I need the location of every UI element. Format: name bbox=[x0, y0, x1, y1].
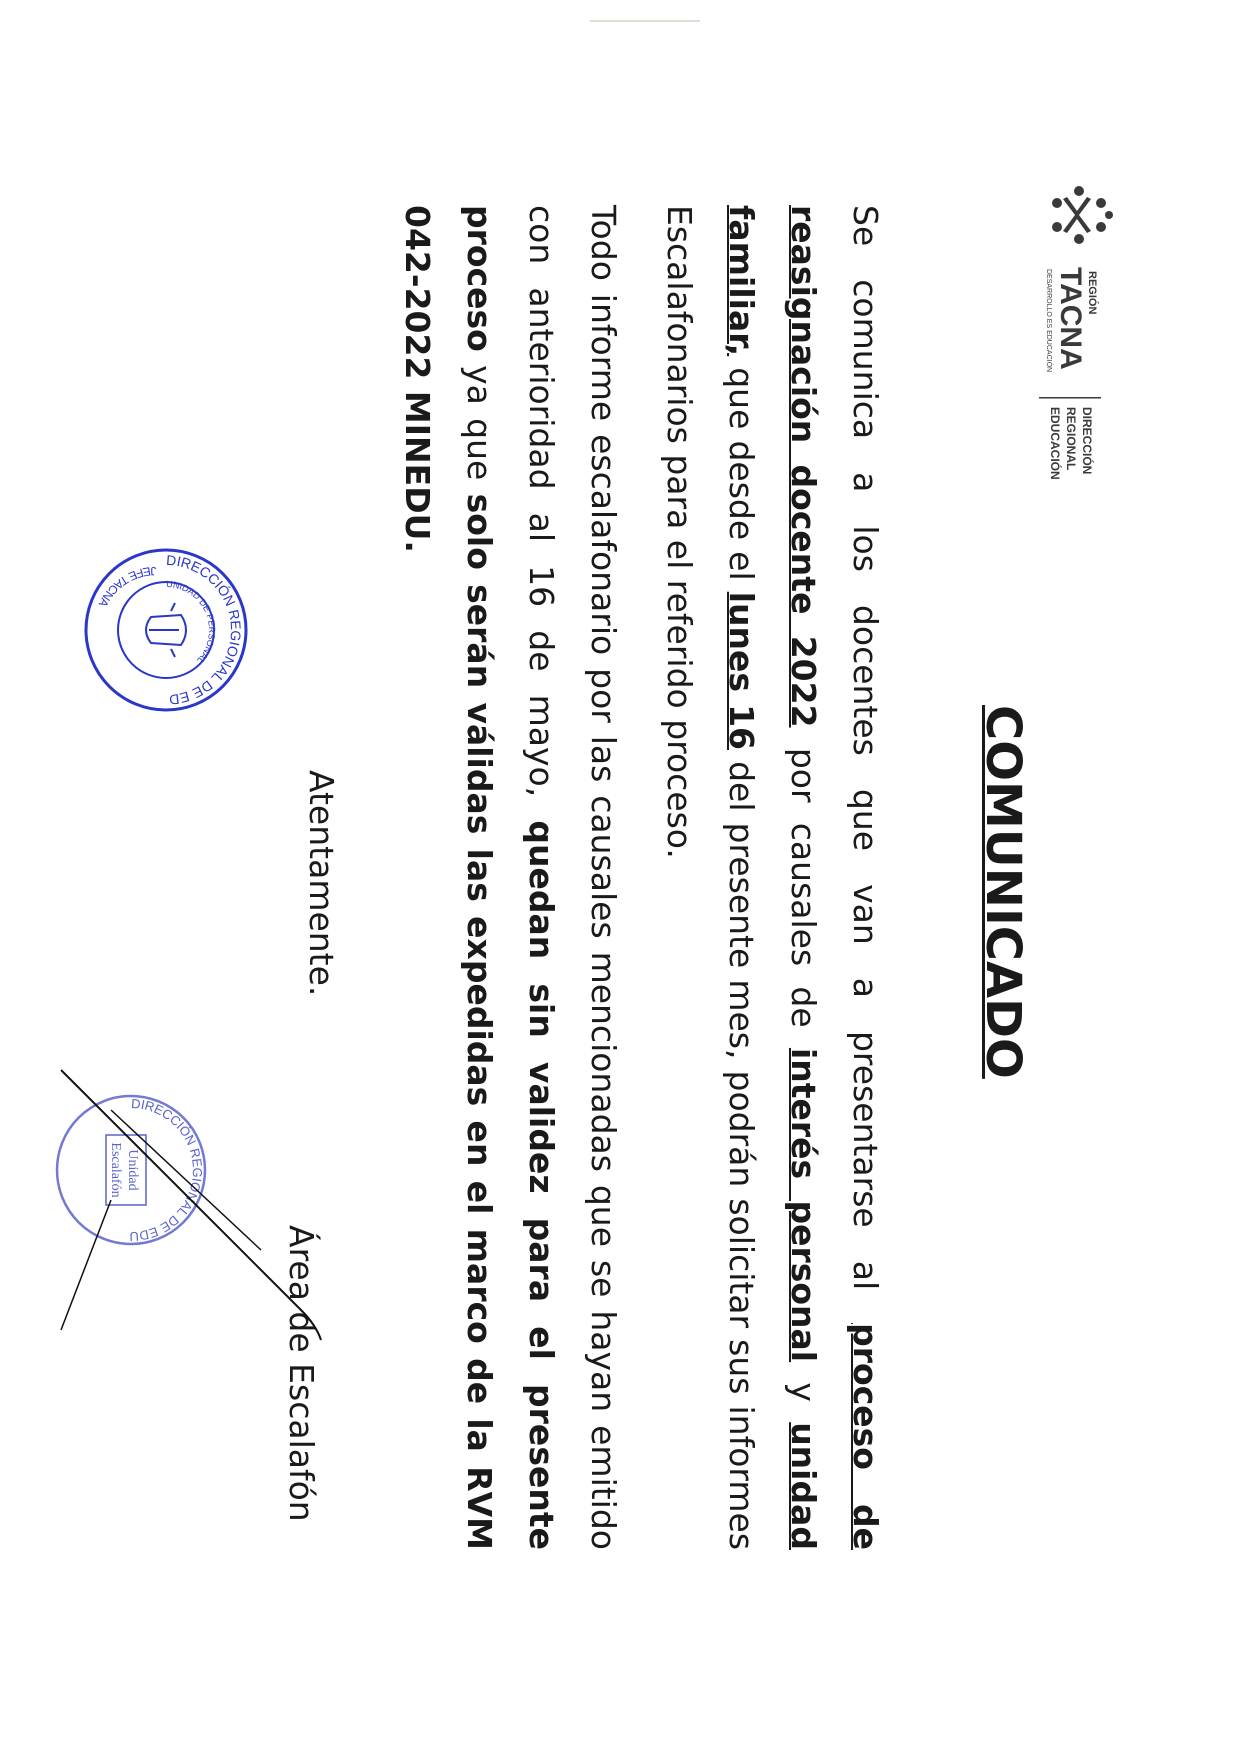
region-tacna-logo-icon bbox=[1019, 175, 1119, 535]
p2-text-1: Todo informe escalafonario por las causales mencionadas que se hayan emitido con anterioridad al 16 de mayo, bbox=[522, 205, 623, 1550]
stamp2-top-text: DIRECCIÓN REGIONAL DE EDU bbox=[129, 1095, 206, 1245]
stamp2-line2: Escalafón bbox=[108, 1142, 123, 1198]
body-text bbox=[386, 205, 896, 1550]
logo-region-text: REGIÓN bbox=[1086, 271, 1098, 315]
p1-text-5: del presente mes, podrán solicitar sus informes Escalafonarios para el referido proceso. bbox=[660, 205, 761, 1551]
stamp1-bottom-text: JEFE TACNA bbox=[95, 563, 157, 610]
dept-line2: REGIONAL bbox=[1064, 407, 1078, 471]
p2-text-2: ya que bbox=[460, 351, 499, 494]
handwritten-signature-icon bbox=[41, 1050, 361, 1350]
closing-text: Atentamente. bbox=[302, 770, 341, 997]
official-seal-stamp bbox=[81, 545, 251, 715]
header-logo bbox=[1019, 175, 1119, 535]
stamp1-top-text: DIRECCIÓN REGIONAL DE ED bbox=[165, 551, 245, 709]
p1-text-4: que desde el bbox=[722, 356, 761, 592]
logo-name-text: TACNA bbox=[1054, 267, 1087, 370]
p1-bold-process: proceso de reasignación docente 2022 bbox=[784, 205, 885, 1550]
p1-bold-date: lunes 16 bbox=[722, 591, 761, 751]
p2-bold-invalid: quedan sin validez para el presente proceso bbox=[460, 205, 561, 1550]
p2-bold-valid: solo serán válidas las expedidas en el marco de la RVM 042-2022 MINEDU. bbox=[398, 205, 499, 1551]
signature-area: Área de Escalafón bbox=[282, 1225, 321, 1522]
dept-line1: DIRECCIÓN bbox=[1080, 407, 1094, 475]
p1-bold-family: unidad familiar, bbox=[722, 205, 823, 1550]
p1-text-2: por causales de bbox=[784, 727, 823, 1048]
paragraph-1 bbox=[648, 205, 896, 1550]
p1-text-1: Se comunica a los docentes que van a presentarse al bbox=[846, 205, 885, 1324]
paragraph-2 bbox=[386, 205, 634, 1550]
dept-line3: EDUCACIÓN bbox=[1048, 407, 1062, 480]
stamp2-line1: Unidad bbox=[125, 1149, 140, 1191]
p1-text-3: y bbox=[784, 1362, 823, 1423]
stamp1-inner-text: UNIDAD DE PERSONAL bbox=[165, 578, 218, 666]
p1-bold-interest: interés personal bbox=[784, 1047, 823, 1363]
page-title: COMUNICADO bbox=[975, 705, 1031, 1079]
logo-tagline-text: DESARROLLO ES EDUCACIÓN bbox=[1045, 269, 1052, 373]
